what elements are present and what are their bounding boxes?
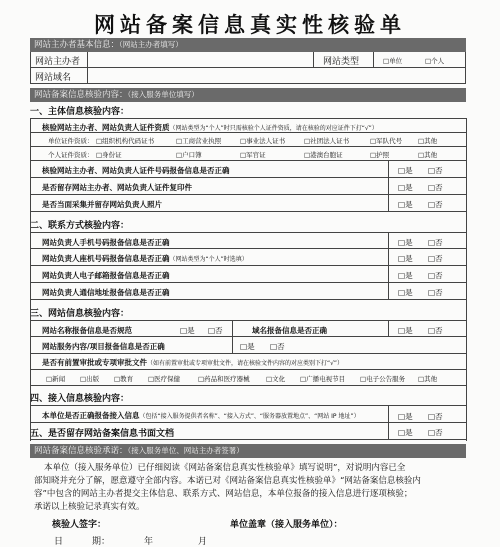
row-approval-docs-check xyxy=(30,354,466,370)
no-checkbox[interactable]: □否 xyxy=(428,254,443,263)
divider xyxy=(388,423,389,439)
category-drugs-devices[interactable]: □药品和医疗器械 xyxy=(198,375,250,383)
row-label: 是否当面采集并留存网站负责人照片 xyxy=(42,200,162,209)
row-access-info-check xyxy=(30,405,466,423)
no-checkbox[interactable]: □否 xyxy=(428,428,443,437)
row-person-credentials xyxy=(30,147,466,161)
date-label-period: 期： xyxy=(92,537,111,547)
row-credential-check xyxy=(30,118,466,133)
yes-checkbox[interactable]: □是 xyxy=(240,342,255,351)
section-heading-access-info: 四、接入信息核验内容： xyxy=(30,394,130,404)
row-written-docs-check xyxy=(30,423,466,440)
paragraph-line: 本单位（接入服务单位）已仔细阅读《网站备案信息真实性核验单》填写说明”，对说明内容已全 xyxy=(44,463,406,473)
page-title: 网站备案信息真实性核验单 xyxy=(94,12,406,37)
band-note: （接入服务单位、网站主办者签署） xyxy=(127,446,244,455)
category-culture[interactable]: □文化 xyxy=(266,375,286,383)
row-label: 核验网站主办者、网站负责人证件资质 xyxy=(42,123,170,132)
section-band-commitment xyxy=(30,444,466,458)
yes-checkbox[interactable]: □是 xyxy=(180,326,195,335)
paragraph-line: 部知晓并充分了解，愿意遵守全部内容。本诺已对《网站备案信息真实性核验单》“网站备案信息核验内 xyxy=(34,476,421,486)
yes-checkbox[interactable]: □是 xyxy=(398,271,413,280)
divider xyxy=(373,52,374,67)
divider xyxy=(313,52,314,67)
category-broadcast[interactable]: □广播电视节目 xyxy=(300,375,346,383)
divider xyxy=(87,52,88,67)
section-heading-subject: 一、主体信息核验内容： xyxy=(30,107,130,117)
no-checkbox[interactable]: □否 xyxy=(428,288,443,297)
yes-checkbox[interactable]: □是 xyxy=(398,254,413,263)
no-checkbox[interactable]: □否 xyxy=(270,342,285,351)
divider xyxy=(388,233,389,249)
option-household-register[interactable]: □户口簿 xyxy=(176,151,202,159)
option-hk-mo-tw-permit[interactable]: □港澳台胞证 xyxy=(304,151,343,159)
category-news[interactable]: □新闻 xyxy=(46,375,66,383)
date-label-year: 年 xyxy=(144,537,154,547)
paragraph-line: 承诺以上核验记录真实有效。 xyxy=(34,502,145,512)
category-healthcare[interactable]: □医疗保健 xyxy=(148,375,181,383)
yes-checkbox[interactable]: □是 xyxy=(398,412,413,421)
site-domain-row xyxy=(30,68,466,84)
person-credential-head: 个人证件资质： xyxy=(48,151,94,159)
section-heading-written-docs: 五、是否留存网站备案信息书面文档 xyxy=(30,429,175,439)
row-email-check xyxy=(30,266,466,283)
no-checkbox[interactable]: □否 xyxy=(428,326,443,335)
row-id-copy-check xyxy=(30,178,466,195)
option-id-card[interactable]: □身份证 xyxy=(96,151,122,159)
row-approval-categories xyxy=(30,370,466,386)
yes-checkbox[interactable]: □是 xyxy=(398,183,413,192)
row-label: 核验网站主办者、网站负责人证件号码报备信息是否正确 xyxy=(42,166,230,175)
row-note: （网站类型为“个人”时只需核验个人证件资质，请在核验的对应证件下打“√”） xyxy=(169,125,378,132)
verifier-signature-label: 核验人签字： xyxy=(52,520,107,530)
category-education[interactable]: □教育 xyxy=(114,375,134,383)
divider xyxy=(232,337,233,353)
divider xyxy=(232,321,233,337)
option-military-code[interactable]: □军队代号 xyxy=(370,137,403,145)
table-border-right xyxy=(466,118,467,441)
option-other[interactable]: □其他 xyxy=(418,151,438,159)
row-label: 网站负责人座机号码报备信息是否正确 xyxy=(42,254,170,263)
date-label-month: 月 xyxy=(198,537,208,547)
row-site-name-check xyxy=(30,320,466,337)
divider xyxy=(388,321,389,337)
site-type-person-checkbox[interactable]: □个人 xyxy=(425,57,445,65)
no-checkbox[interactable]: □否 xyxy=(428,200,443,209)
date-label-day-char: 日 xyxy=(54,537,64,547)
option-business-license[interactable]: □工商营业执照 xyxy=(176,137,222,145)
section-band-basic-info xyxy=(30,38,466,52)
site-owner-row xyxy=(30,52,466,68)
section-heading-contact: 二、联系方式核验内容： xyxy=(30,221,130,231)
yes-checkbox[interactable]: □是 xyxy=(398,200,413,209)
unit-credential-head: 单位证件资质： xyxy=(48,137,94,145)
section-band-verification xyxy=(30,88,466,102)
row-label: 网站服务内容/项目报备信息是否正确 xyxy=(42,342,165,351)
domain-check-label: 域名报备信息是否正确 xyxy=(252,326,327,335)
row-label: 网站名称报备信息是否规范 xyxy=(42,326,132,335)
divider xyxy=(87,68,88,83)
divider xyxy=(388,266,389,282)
section-heading-site-info: 三、网站信息核验内容： xyxy=(30,309,130,319)
category-publishing[interactable]: □出版 xyxy=(80,375,100,383)
no-checkbox[interactable]: □否 xyxy=(428,166,443,175)
site-domain-label: 网站域名 xyxy=(35,73,72,83)
band-note: （接入服务单位填写） xyxy=(127,90,199,99)
no-checkbox[interactable]: □否 xyxy=(428,238,443,247)
row-note: （如有前置审批或专项审批文件，请在核验文件内容的对应类别下打“√”） xyxy=(147,360,344,367)
row-label: 网站负责人电子邮箱报备信息是否正确 xyxy=(42,271,170,280)
band-label: 网站主办者基本信息： xyxy=(34,40,120,50)
divider xyxy=(388,178,389,194)
option-officer-cert[interactable]: □军官证 xyxy=(240,151,266,159)
divider xyxy=(388,249,389,265)
row-address-check xyxy=(30,283,466,300)
row-landline-check xyxy=(30,249,466,266)
no-checkbox[interactable]: □否 xyxy=(428,183,443,192)
yes-checkbox[interactable]: □是 xyxy=(398,166,413,175)
row-note: （网站类型为“个人”时选填） xyxy=(169,256,248,263)
row-service-content-check xyxy=(30,337,466,354)
band-label: 网站备案信息核验承诺： xyxy=(34,446,128,456)
row-label: 是否有前置审批或专项审批文件 xyxy=(42,358,147,367)
divider xyxy=(388,195,389,211)
divider xyxy=(388,161,389,177)
divider xyxy=(388,283,389,299)
site-type-label: 网站类型 xyxy=(323,57,360,67)
option-society-cert[interactable]: □社团法人证书 xyxy=(304,137,350,145)
row-note: （包括“接入服务提供者名称”、“接入方式”、“服务器放置地点”、“网站 IP 地址”） xyxy=(139,413,360,420)
option-institution-cert[interactable]: □事业法人证书 xyxy=(240,137,286,145)
row-label: 本单位是否正确报备接入信息 xyxy=(42,411,140,420)
site-type-unit-checkbox[interactable]: □单位 xyxy=(383,57,403,65)
no-checkbox[interactable]: □否 xyxy=(428,412,443,421)
category-other[interactable]: □其他 xyxy=(418,375,438,383)
row-mobile-check xyxy=(30,232,466,249)
row-label: 网站负责人手机号码报备信息是否正确 xyxy=(42,238,170,247)
option-passport[interactable]: □护照 xyxy=(370,151,390,159)
band-note: （网站主办者填写） xyxy=(119,40,183,49)
option-other[interactable]: □其他 xyxy=(418,137,438,145)
paragraph-line: 容”中包含的网站主办者提交主体信息、联系方式、网站信息，本单位报备的接入信息进行逐项核验； xyxy=(34,489,413,499)
no-checkbox[interactable]: □否 xyxy=(428,271,443,280)
site-owner-label: 网站主办者 xyxy=(35,57,81,67)
option-org-code[interactable]: □组织机构代码证书 xyxy=(96,137,155,145)
row-id-number-check xyxy=(30,161,466,178)
divider xyxy=(388,406,389,423)
no-checkbox[interactable]: □否 xyxy=(208,326,223,335)
row-label: 网站负责人通信地址报备信息是否正确 xyxy=(42,288,170,297)
category-e-bulletin[interactable]: □电子公告服务 xyxy=(360,375,406,383)
table-border-left xyxy=(30,118,31,441)
row-unit-credentials xyxy=(30,133,466,147)
unit-stamp-label: 单位盖章（接入服务单位）： xyxy=(230,520,343,530)
row-label: 是否留存网站主办者、网站负责人证件复印件 xyxy=(42,183,192,192)
yes-checkbox[interactable]: □是 xyxy=(398,326,413,335)
yes-checkbox[interactable]: □是 xyxy=(398,238,413,247)
yes-checkbox[interactable]: □是 xyxy=(398,288,413,297)
yes-checkbox[interactable]: □是 xyxy=(398,428,413,437)
commitment-paragraph xyxy=(34,462,470,514)
band-label: 网站备案信息核验内容： xyxy=(34,90,128,100)
row-photo-check xyxy=(30,195,466,212)
